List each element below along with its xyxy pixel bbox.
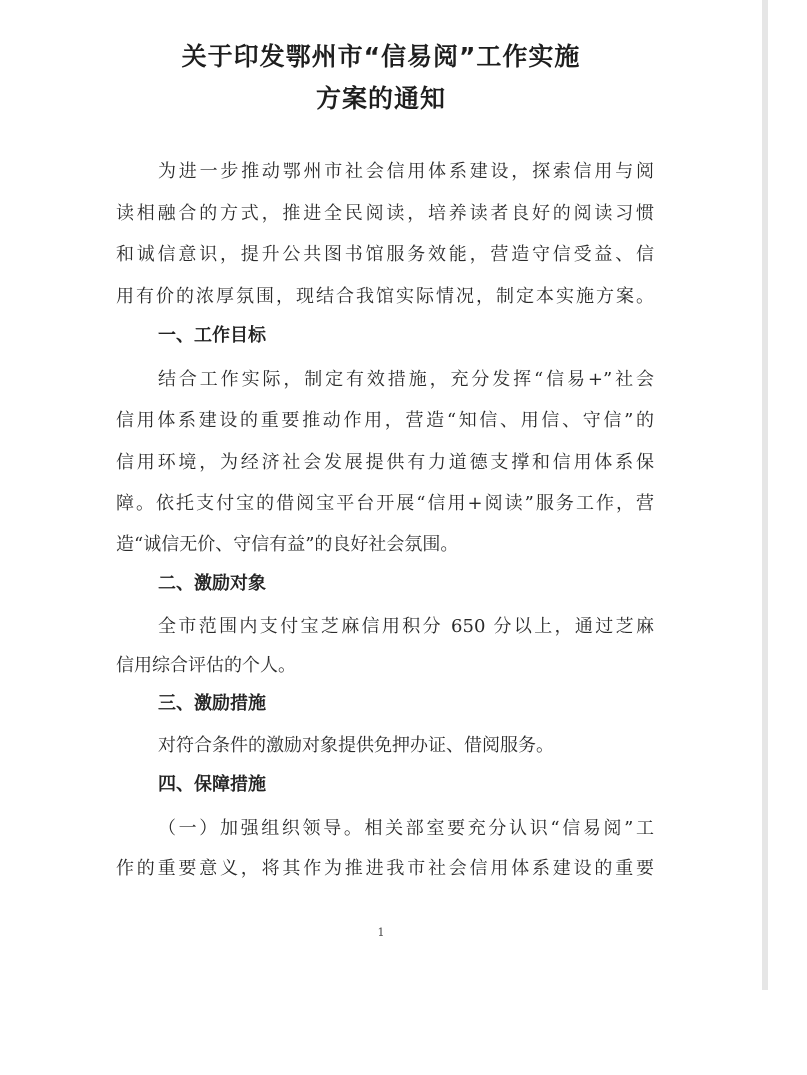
- document-title-line-1: 关于印发鄂州市“信易阅”工作实施: [181, 42, 581, 71]
- page-number: 1: [377, 926, 385, 939]
- paragraph-line: （一）加强组织领导。相关部室要充分认识“信易阅”工: [158, 818, 654, 839]
- paragraph-line: 用有价的浓厚氛围，现结合我馆实际情况，制定本实施方案。: [116, 286, 654, 307]
- paragraph-line: 和诚信意识，提升公共图书馆服务效能，营造守信受益、信: [116, 244, 654, 265]
- paragraph-line: 为进一步推动鄂州市社会信用体系建设，探索信用与阅: [158, 161, 654, 182]
- section-heading: 一、工作目标: [158, 325, 266, 346]
- paragraph-line: 信用环境，为经济社会发展提供有力道德支撑和信用体系保: [116, 452, 654, 473]
- paragraph-line: 结合工作实际，制定有效措施，充分发挥“信易+”社会: [158, 369, 654, 390]
- section-heading: 四、保障措施: [158, 774, 266, 795]
- paragraph-line: 全市范围内支付宝芝麻信用积分 650 分以上，通过芝麻: [158, 616, 654, 637]
- paragraph-line: 信用体系建设的重要推动作用，营造“知信、用信、守信”的: [116, 410, 654, 431]
- paragraph-line: 信用综合评估的个人。: [116, 655, 296, 676]
- paragraph-line: 作的重要意义，将其作为推进我市社会信用体系建设的重要: [116, 858, 654, 879]
- section-heading: 二、激励对象: [158, 573, 266, 594]
- paragraph-line: 对符合条件的激励对象提供免押办证、借阅服务。: [158, 735, 554, 756]
- section-heading: 三、激励措施: [158, 693, 266, 714]
- document-title-line-2: 方案的通知: [315, 84, 446, 113]
- paragraph-line: 障。依托支付宝的借阅宝平台开展“信用+阅读”服务工作，营: [116, 493, 654, 514]
- paragraph-line: 读相融合的方式，推进全民阅读，培养读者良好的阅读习惯: [116, 203, 654, 224]
- paragraph-line: 造“诚信无价、守信有益”的良好社会氛围。: [116, 534, 459, 555]
